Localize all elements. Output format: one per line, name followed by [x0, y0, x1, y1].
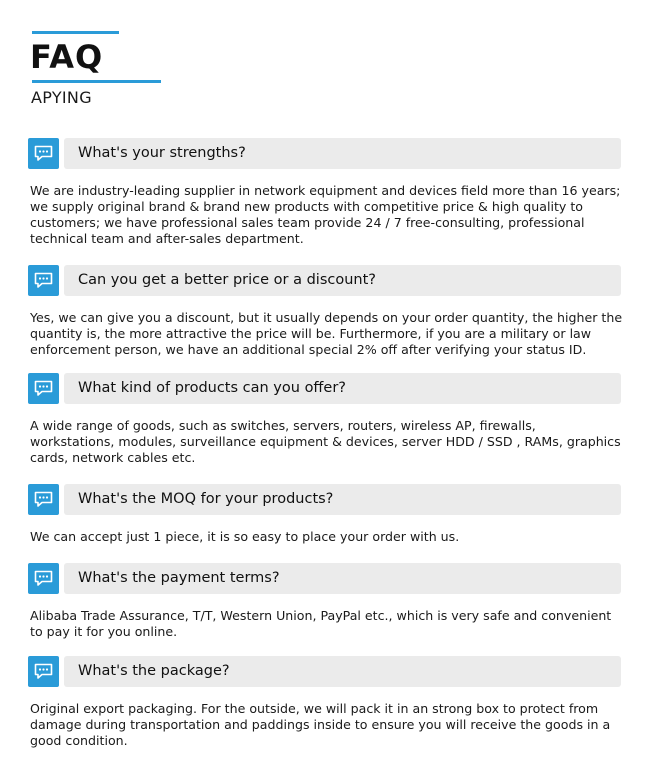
chat-bubble-icon	[28, 484, 59, 515]
faq-answer-moq: We can accept just 1 piece, it is so easy to place your order with us.	[30, 529, 460, 544]
chat-bubble-icon	[28, 656, 59, 687]
faq-answer-strengths: We are industry-leading supplier in network equipment and devices field more than 16 years; we supply original brand & brand new products with competitive price & high quality to customers; we have professional sales team provide 24 / 7 free-consulting, professional technical team and after-sales department.	[30, 183, 621, 246]
title-accent-line-top	[32, 31, 119, 34]
page-title: FAQ	[30, 38, 104, 76]
faq-question-payment	[28, 563, 621, 594]
chat-bubble-icon	[28, 138, 59, 169]
question-bar	[64, 563, 621, 594]
question-text: What kind of products can you offer?	[78, 380, 347, 396]
question-bar	[64, 656, 621, 687]
faq-question-strengths	[28, 138, 621, 169]
chat-bubble-icon	[28, 373, 59, 404]
question-bar	[64, 138, 621, 169]
faq-answer-payment: Alibaba Trade Assurance, T/T, Western Union, PayPal etc., which is very safe and convenient to pay it for you online.	[30, 608, 612, 639]
faq-question-package	[28, 656, 621, 687]
faq-question-moq	[28, 484, 621, 515]
faq-question-discount	[28, 265, 621, 296]
question-text: What's the payment terms?	[78, 570, 280, 586]
faq-answer-package: Original export packaging. For the outside, we will pack it in an strong box to protect from damage during transportation and paddings inside to ensure you will receive the goods in a good condition.	[30, 701, 611, 748]
faq-answer-products: A wide range of goods, such as switches, servers, routers, wireless AP, firewalls, workstations, modules, surveillance equipment & devices, server HDD / SSD , RAMs, graphics cards, network cables etc.	[30, 418, 621, 465]
faq-answer-discount: Yes, we can give you a discount, but it usually depends on your order quantity, the higher the quantity is, the more attractive the price will be. Furthermore, if you are a military or law enforcement person, we have an additional special 2% off after verifying your status ID.	[30, 310, 623, 357]
question-text: Can you get a better price or a discount?	[78, 272, 376, 288]
question-bar	[64, 484, 621, 515]
question-text: What's your strengths?	[78, 145, 246, 161]
question-text: What's the MOQ for your products?	[78, 491, 334, 507]
question-bar	[64, 373, 621, 404]
chat-bubble-icon	[28, 265, 59, 296]
question-bar	[64, 265, 621, 296]
question-text: What's the package?	[78, 663, 230, 679]
faq-question-products	[28, 373, 621, 404]
chat-bubble-icon	[28, 563, 59, 594]
brand-name: APYING	[31, 88, 92, 107]
title-accent-line-bottom	[32, 80, 161, 83]
